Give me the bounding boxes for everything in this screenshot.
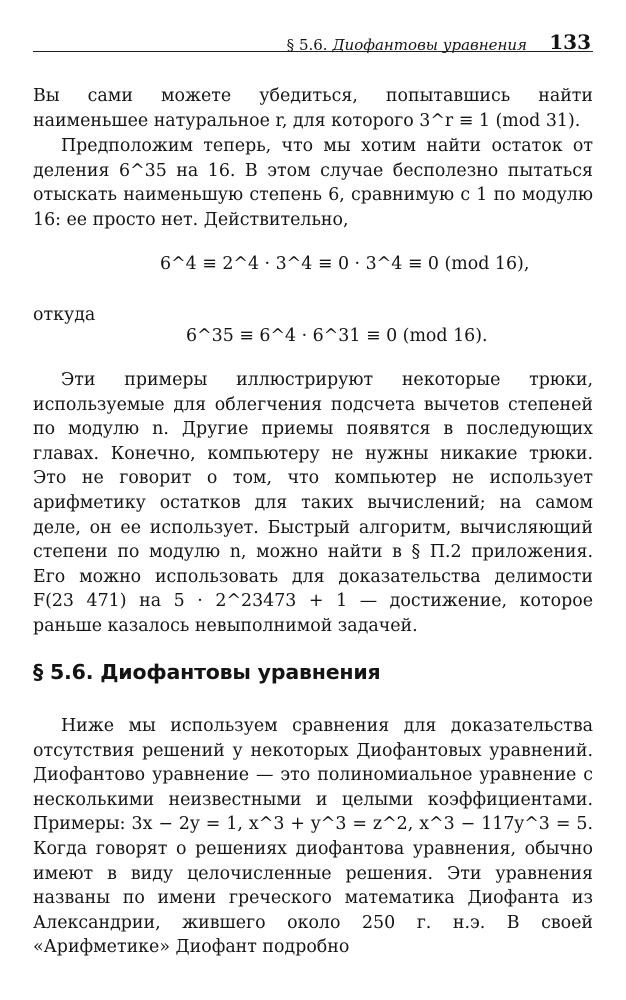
header-rule xyxy=(33,51,593,52)
running-section: § 5.6. xyxy=(286,36,328,54)
section-title: § 5.6. Диофантовы уравнения xyxy=(33,660,381,684)
paragraph-3-text: Эти примеры иллюстрируют некоторые трюки, используемые для облегчения подсчета вычетов степеней по модулю n. Другие приемы появятся в последующих главах. Конечно, компьютеру не нужны никакие трюки. Это не говорит о том, что компьютер не использует арифметику остатков для таких вычислений; на самом деле, он ее использует. Быстрый алгоритм, вычисляющий степени по модулю n, можно найти в § П.2 приложения. Его можно использовать для доказательства делимости F(23 471) на 5 · 2^23473 + 1 — достижение, которое раньше казалось невыполнимой задачей. xyxy=(33,370,593,636)
paragraph-2 xyxy=(33,134,593,232)
paragraph-4-text: Ниже мы используем сравнения для доказательства отсутствия решений у некоторых Диофантовых уравнений. Диофантово уравнение — это полиномиальное уравнение с несколькими неизвестными и целыми коэффициентами. Примеры: 3x − 2y = 1, x^3 + y^3 = z^2, x^3 − 117y^3 = 5. Когда говорят о решениях диофантова уравнения, обычно имеют в виду целочисленные решения. Эти уравнения названы по имени греческого математика Диофанта из Александрии, жившего около 250 г. н.э. В своей «Арифметике» Диофант подробно xyxy=(33,716,593,958)
paragraph-1 xyxy=(33,84,593,133)
paragraph-3 xyxy=(33,368,593,639)
otkuda-text: откуда xyxy=(33,305,96,325)
paragraph-2-text: Предположим теперь, что мы хотим найти остаток от деления 6^35 на 16. В этом случае бесполезно пытаться отыскать наименьшую степень 6, сравнимую с 1 по модулю 16: ее просто нет. Действительно, xyxy=(33,136,593,230)
paragraph-1-text: Вы сами можете убедиться, попытавшись найти наименьшее натуральное r, для которого 3^r ≡ 1 (mod 31). xyxy=(33,86,593,131)
equation-1: 6^4 ≡ 2^4 · 3^4 ≡ 0 · 3^4 ≡ 0 (mod 16), xyxy=(160,254,530,274)
equation-2: 6^35 ≡ 6^4 · 6^31 ≡ 0 (mod 16). xyxy=(186,326,488,346)
paragraph-4 xyxy=(33,714,593,960)
page-number: 133 xyxy=(549,30,591,54)
running-title: Диофантовы уравнения xyxy=(332,36,527,54)
